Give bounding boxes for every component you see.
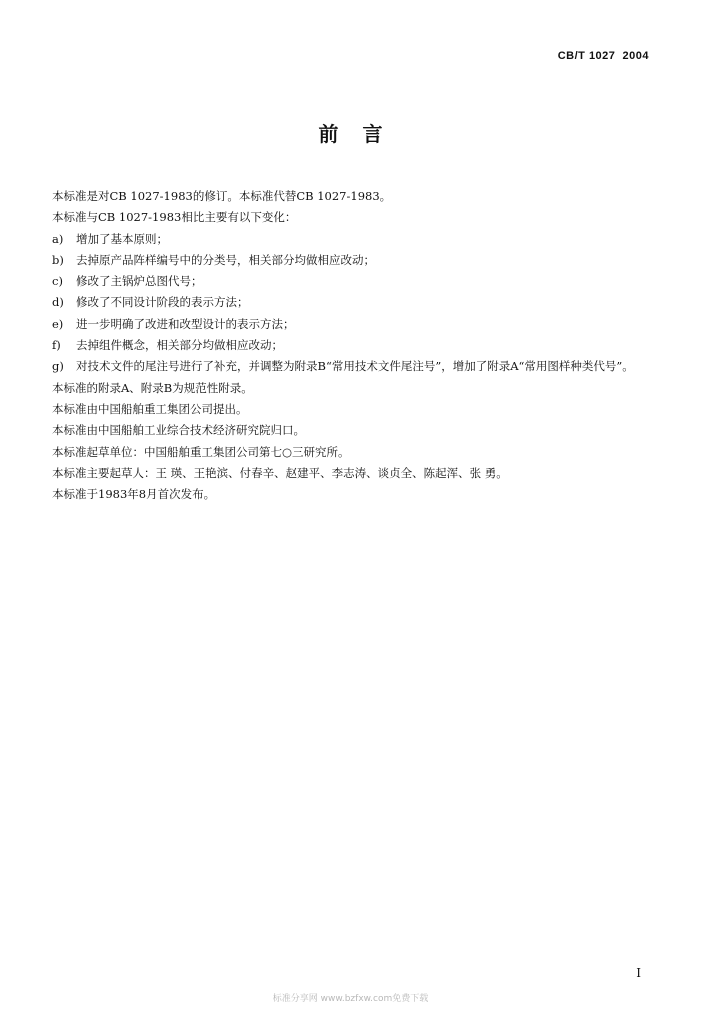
body-paragraph: 本标准起草单位：中国船舶重工集团公司第七○三研究所。 [52, 444, 350, 459]
body-paragraph: 本标准于1983年8月首次发布。 [52, 487, 216, 502]
document-body [52, 186, 662, 505]
list-item-text: 对技术文件的尾注号进行了补充，并调整为附录B“常用技术文件尾注号”，增加了附录A“常用图样种类代号”。 [76, 359, 634, 374]
body-paragraph: 本标准的附录A、附录B为规范性附录。 [52, 380, 253, 395]
list-item [52, 229, 662, 250]
intro-paragraph: 本标准是对CB 1027-1983的修订。本标准代替CB 1027-1983。 [52, 189, 392, 203]
watermark-text: 标准分享网 www.bzfxw.com免费下载 [272, 994, 429, 1004]
list-marker: b) [52, 252, 64, 267]
list-item [52, 356, 662, 377]
standard-code-header: CB/T 1027 2004 [557, 50, 649, 62]
list-item-text: 去掉组件概念，相关部分均做相应改动； [76, 338, 283, 353]
page-number: I [636, 966, 641, 980]
list-item [52, 335, 662, 356]
list-item [52, 271, 662, 292]
body-paragraph: 本标准主要起草人：王 瑛、王艳滨、付春辛、赵建平、李志涛、谈贞全、陈起浑、张 勇。 [52, 465, 508, 480]
body-paragraph: 本标准由中国船舶重工集团公司提出。 [52, 401, 248, 416]
change-list [52, 229, 662, 378]
list-marker: f) [52, 338, 61, 353]
list-marker: e) [52, 316, 64, 331]
list-item-text: 进一步明确了改进和改型设计的表示方法； [76, 316, 295, 331]
list-item-text: 去掉原产品阵样编号中的分类号，相关部分均做相应改动； [76, 252, 375, 267]
list-item-text: 修改了主锅炉总图代号； [76, 274, 203, 289]
body-paragraph: 本标准由中国船舶工业综合技术经济研究院归口。 [52, 423, 305, 438]
list-item [52, 250, 662, 271]
list-item-text: 修改了不同设计阶段的表示方法； [76, 295, 249, 310]
list-marker: g) [52, 359, 64, 374]
list-marker: a) [52, 231, 64, 246]
list-item-text: 增加了基本原则； [76, 231, 168, 246]
list-marker: d) [52, 295, 64, 310]
list-item [52, 292, 662, 313]
page-title: 前言 [318, 122, 407, 146]
list-item [52, 314, 662, 335]
intro-paragraph: 本标准与CB 1027-1983相比主要有以下变化： [52, 210, 297, 225]
list-marker: c) [52, 274, 63, 289]
